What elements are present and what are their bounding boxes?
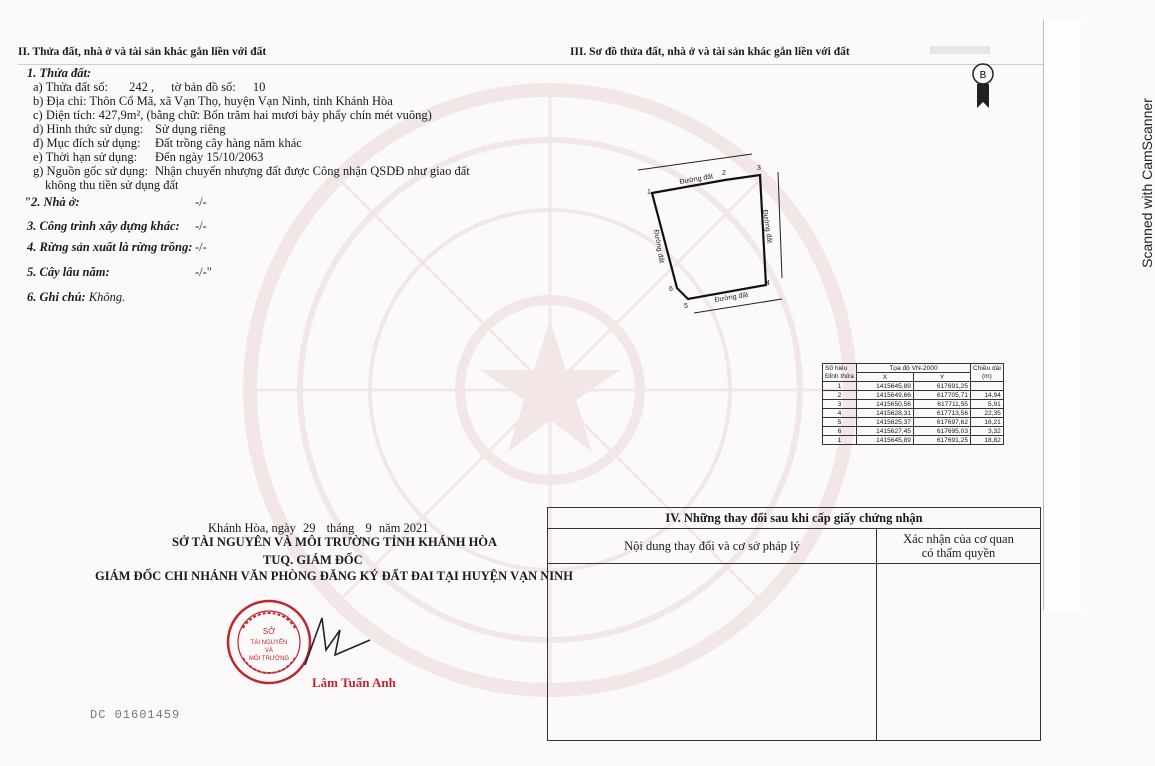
table-row: 1 1415645,89 617691,25 18,82	[823, 436, 1004, 445]
signer-name: Lâm Tuấn Anh	[312, 675, 396, 690]
road-label-bottom: Đường đất	[714, 291, 749, 304]
header-x: X	[856, 373, 913, 382]
point-1: 1	[647, 189, 651, 196]
department-name: SỞ TÀI NGUYÊN VÀ MÔI TRƯỜNG TỈNH KHÁNH HÒA	[172, 535, 498, 549]
left-section-title: II. Thửa đất, nhà ở và tài sản khác gắn liền với đất	[18, 46, 267, 58]
changes-title: IV. Những thay đổi sau khi cấp giấy chứng nhận	[548, 508, 1040, 529]
note-value: Không.	[88, 290, 126, 304]
faint-header-text	[930, 46, 990, 54]
director-title: GIÁM ĐỐC CHI NHÁNH VĂN PHÒNG ĐĂNG KÝ ĐẤT ĐAI TẠI HUYỆN VẠN NINH	[95, 569, 573, 583]
usage-form-value: Sử dụng riêng	[155, 122, 226, 136]
header-y: Y	[913, 373, 970, 382]
point-5: 5	[684, 303, 688, 310]
header-coord: Tọa độ VN-2000	[856, 364, 970, 373]
forest-label: 4. Rừng sản xuất là rừng trồng:	[27, 240, 193, 254]
usage-term-label: e) Thời hạn sử dụng:	[33, 150, 138, 164]
table-row: 2 1415649,66 617705,71 14,94	[823, 391, 1004, 400]
house-value: -/-	[195, 195, 207, 209]
other-works-label: 3. Công trình xây dựng khác:	[27, 219, 180, 233]
signature-scribble	[300, 610, 380, 670]
area-line: c) Diện tích: 427,9m², (bằng chữ: Bốn trăm hai mươi bảy phẩy chín mét vuông)	[33, 108, 432, 122]
road-label-left: Đường đất	[652, 229, 665, 264]
origin-label: g) Nguồn gốc sử dụng:	[33, 164, 149, 178]
header-point-2: Đỉnh thửa	[823, 373, 857, 382]
coordinate-table	[822, 363, 1004, 445]
usage-form-label: d) Hình thức sử dụng:	[33, 122, 144, 136]
map-sheet-number: 10	[252, 80, 266, 94]
point-2: 2	[722, 170, 726, 177]
changes-col-content: Nội dung thay đổi và cơ sở pháp lý	[548, 529, 877, 563]
svg-text:B: B	[979, 70, 987, 81]
date-month: 9	[365, 521, 372, 535]
emblem-icon	[970, 62, 996, 110]
parcel-number-line: a) Thửa đất số: 242 , tờ bản đồ số: 10	[33, 80, 266, 94]
house-label: "2. Nhà ở:	[24, 195, 80, 209]
address-line: b) Địa chỉ: Thôn Cổ Mã, xã Vạn Thọ, huyện Vạn Ninh, tỉnh Khánh Hòa	[33, 94, 393, 108]
svg-text:TÀI NGUYÊN: TÀI NGUYÊN	[250, 640, 288, 646]
usage-purpose-label: đ) Mục đích sử dụng:	[33, 136, 141, 150]
road-line-right	[778, 172, 782, 278]
note-line	[27, 290, 125, 305]
svg-text:VÀ: VÀ	[264, 648, 274, 654]
header-point-1: Số hiệu	[823, 364, 857, 373]
scanner-strip	[1043, 20, 1081, 610]
parcel-boundary	[652, 175, 766, 299]
table-row: 5 1415625,37 617697,62 16,21	[823, 418, 1004, 427]
header-length-1: Chiều dài	[970, 364, 1003, 373]
parcel-diagram	[630, 150, 800, 325]
road-line-top	[638, 154, 752, 170]
header-length-2: (m)	[970, 373, 1003, 382]
serial-number: DC 01601459	[90, 708, 181, 722]
svg-text:SỞ: SỞ	[262, 627, 276, 636]
date-line: Khánh Hòa, ngày 29 tháng 9 năm 2021	[208, 521, 429, 535]
usage-term-value: Đến ngày 15/10/2063	[155, 150, 264, 164]
perennial-value: -/-"	[195, 265, 212, 279]
scanner-watermark-text: Scanned with CamScanner	[1138, 98, 1155, 268]
authorization-title: TUQ. GIÁM ĐỐC	[263, 553, 363, 567]
road-label-top: Đường đất	[679, 173, 714, 186]
road-line-bottom	[694, 299, 782, 313]
usage-purpose-value: Đất trồng cây hàng năm khác	[155, 136, 302, 150]
changes-col-confirm: Xác nhận của cơ quan có thẩm quyền	[903, 532, 1014, 560]
origin-value-1: Nhận chuyển nhượng đất được Công nhận QSDĐ như giao đất	[155, 164, 470, 178]
svg-text:MÔI TRƯỜNG: MÔI TRƯỜNG	[248, 656, 290, 662]
road-label-right: Đường đất	[761, 209, 773, 244]
changes-header-row	[548, 529, 1040, 564]
forest-value: -/-	[195, 240, 207, 254]
perennial-label: 5. Cây lâu năm:	[27, 265, 110, 279]
table-row: 6 1415627,45 617695,03 3,32	[823, 427, 1004, 436]
changes-body-divider	[876, 564, 877, 740]
date-day: 29	[302, 521, 316, 535]
point-3: 3	[757, 165, 761, 172]
parcel-heading: 1. Thửa đất:	[27, 66, 92, 80]
point-6: 6	[669, 286, 673, 293]
other-works-value: -/-	[195, 219, 207, 233]
parcel-number: 242	[129, 80, 148, 94]
table-row: 1 1415645,89 617691,25	[823, 382, 1004, 391]
table-row: 3 1415650,56 617711,55 5,91	[823, 400, 1004, 409]
right-section-title: III. Sơ đồ thửa đất, nhà ở và tài sản khác gắn liền với đất	[570, 46, 850, 58]
origin-value-2: không thu tiền sử dụng đất	[45, 178, 179, 192]
point-4: 4	[766, 280, 770, 287]
note-label: 6. Ghi chú:	[27, 290, 86, 304]
changes-table	[547, 507, 1041, 741]
table-row: 4 1415628,31 617713,56 22,35	[823, 409, 1004, 418]
